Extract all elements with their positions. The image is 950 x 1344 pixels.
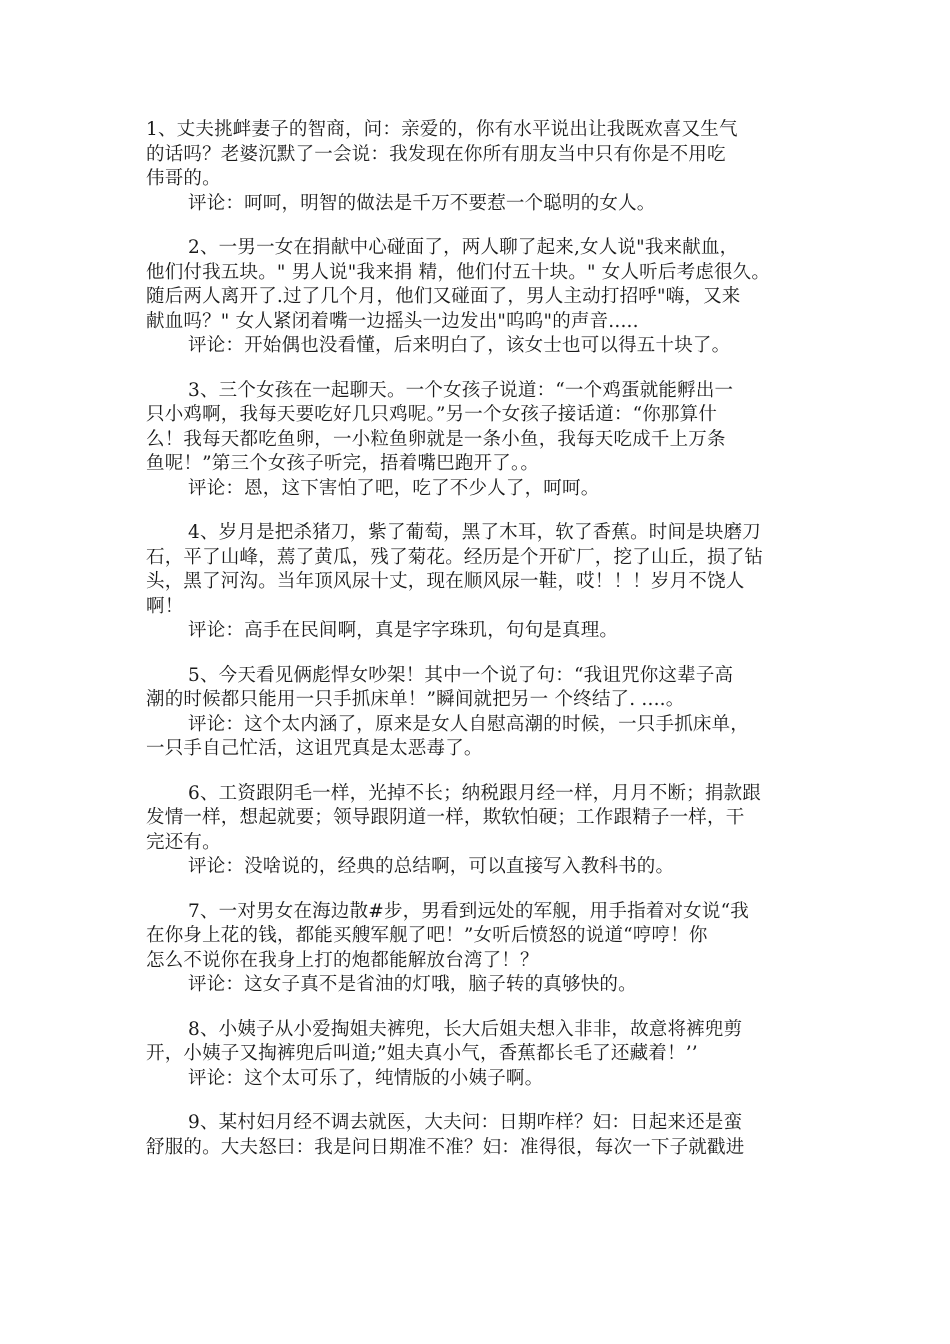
story-line: 开，小姨子又掏裤兜后叫道;”姐夫真小气，香蕉都长毛了还藏着！’’	[146, 1043, 698, 1064]
story-line: 潮的时候都只能用一只手抓床单！”瞬间就把另一 个终结了. ....。	[146, 689, 685, 710]
joke-entry-3	[146, 379, 816, 502]
story-line: 鱼呢！”第三个女孩子听完，捂着嘴巴跑开了。。	[146, 453, 540, 474]
story-line: 2、一男一女在捐献中心碰面了，两人聊了起来,女人说"我来献血，	[188, 237, 739, 258]
story-line: 完还有。	[146, 831, 221, 853]
story-line: 啊！	[146, 595, 184, 617]
story-line: 8、小姨子从小爱掏姐夫裤兜，长大后姐夫想入非非，故意将裤兜剪	[188, 1018, 743, 1040]
comment-line: 评论：恩，这下害怕了吧，吃了不少人了，呵呵。	[188, 477, 600, 499]
comment-line: 评论：呵呵，明智的做法是千万不要惹一个聪明的女人。	[188, 192, 656, 214]
story-line: 在你身上花的钱，都能买艘军舰了吧！”女听后愤怒的说道“哼哼！你	[146, 925, 708, 946]
joke-entry-9	[146, 1111, 816, 1160]
story-line: 头，黑了河沟。当年顶风尿十丈，现在顺风尿一鞋，哎！！！岁月不饶人	[146, 571, 745, 592]
comment-line: 评论：没啥说的，经典的总结啊，可以直接写入教科书的。	[188, 856, 675, 877]
joke-entry-8	[146, 1018, 816, 1092]
story-line: 5、今天看见俩彪悍女吵架！其中一个说了句：“我诅咒你这辈子高	[188, 664, 734, 686]
story-line: 舒服的。大夫怒曰：我是问日期准不准？妇：准得很，每次一下子就戳进	[146, 1136, 745, 1158]
story-line: 伟哥的。	[146, 168, 221, 189]
story-line: 6、工资跟阴毛一样，光掉不长；纳税跟月经一样，月月不断；捐款跟	[188, 782, 761, 804]
story-line: 么！我每天都吃鱼卵，一小粒鱼卵就是一条小鱼，我每天吃成千上万条	[146, 428, 726, 450]
joke-entry-4	[146, 521, 816, 644]
story-line: 的话吗？老婆沉默了一会说：我发现在你所有朋友当中只有你是不用吃	[146, 143, 726, 165]
story-line: 9、某村妇月经不调去就医，大夫问：日期咋样？妇：日起来还是蛮	[188, 1112, 743, 1133]
comment-line: 评论：这个太可乐了，纯情版的小姨子啊。	[188, 1067, 544, 1089]
joke-entry-6	[146, 782, 816, 880]
story-line: 怎么不说你在我身上打的炮都能解放台湾了！？	[146, 949, 539, 971]
comment-line: 评论：这女子真不是省油的灯哦，脑子转的真够快的。	[188, 974, 637, 995]
story-line: 7、一对男女在海边散#步，男看到远处的军舰，用手指着对女说“我	[188, 900, 749, 922]
comment-line: 评论：这个太内涵了，原来是女人自慰高潮的时候，一只手抓床单，	[188, 713, 750, 735]
comment-line: 评论：开始偶也没看懂，后来明白了，该女士也可以得五十块了。	[188, 335, 731, 356]
story-line: 发情一样，想起就要；领导跟阴道一样，欺软怕硬；工作跟精子一样，干	[146, 807, 745, 828]
story-line: 3、三个女孩在一起聊天。一个女孩子说道：“一个鸡蛋就能孵出一	[188, 379, 734, 401]
joke-entry-5	[146, 664, 816, 762]
document-page	[146, 118, 816, 1180]
story-line: 献血吗？" 女人紧闭着嘴一边摇头一边发出"呜呜"的声音.....	[146, 310, 639, 332]
comment-line: 评论：高手在民间啊，真是字字珠玑，句句是真理。	[188, 620, 619, 641]
joke-entry-1	[146, 118, 816, 216]
comment-line: 一只手自己忙活，这诅咒真是太恶毒了。	[146, 738, 483, 759]
story-line: 他们付我五块。" 男人说"我来捐 精，他们付五十块。" 女人听后考虑很久。	[146, 261, 771, 283]
story-line: 只小鸡啊，我每天要吃好几只鸡呢。”另一个女孩子接话道：“你那算什	[146, 404, 718, 425]
joke-entry-7	[146, 900, 816, 998]
story-line: 随后两人离开了.过了几个月，他们又碰面了，男人主动打招呼"嗨，又来	[146, 286, 741, 307]
story-line: 1、丈夫挑衅妻子的智商，问：亲爱的，你有水平说出让我既欢喜又生气	[146, 119, 738, 140]
story-line: 4、岁月是把杀猪刀，紫了葡萄，黑了木耳，软了香蕉。时间是块磨刀	[188, 522, 761, 543]
joke-entry-2	[146, 236, 816, 359]
story-line: 石，平了山峰，蔫了黄瓜，残了菊花。经历是个开矿厂，挖了山丘，损了钻	[146, 546, 764, 568]
